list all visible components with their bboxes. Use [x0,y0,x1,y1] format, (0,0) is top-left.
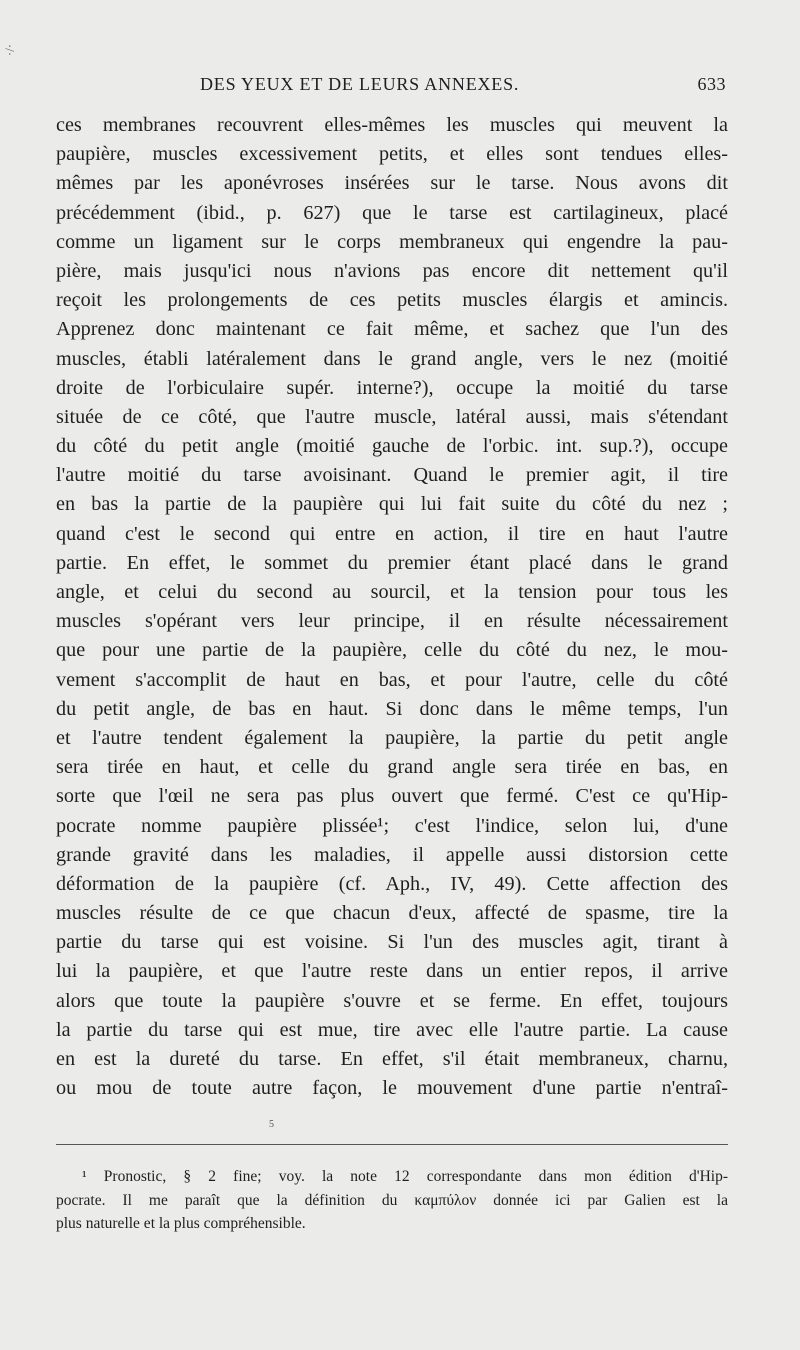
text-line: et l'autre tendent également la paupière, la partie du petit angle [56,726,728,749]
text-line: précédemment (ibid., p. 627) que le tarse est cartilagineux, placé [56,201,728,224]
footnote-line: ¹ Pronostic, § 2 fine; voy. la note 12 correspondante dans mon édition d'Hip- [82,1168,728,1185]
text-line: ou mou de toute autre façon, le mouvement d'une partie n'entraî- [56,1077,728,1100]
text-line: angle, et celui du second au sourcil, et la tension pour tous les [56,581,728,603]
page-number: 633 [697,74,726,94]
text-line: muscles s'opérant vers leur principe, il en résulte nécessairement [56,610,728,633]
text-line: Apprenez donc maintenant ce fait même, et sachez que l'un des [56,318,728,341]
text-line: pière, mais jusqu'ici nous n'avions pas encore dit nettement qu'il [56,259,728,282]
text-line: grande gravité dans les maladies, il appelle aussi distorsion cette [56,843,728,866]
text-line: partie du tarse qui est voisine. Si l'un des muscles agit, tirant à [56,931,728,954]
text-line: vement s'accomplit de haut en bas, et pour l'autre, celle du côté [56,668,728,691]
text-line: la partie du tarse qui est mue, tire avec elle l'autre partie. La cause [56,1018,728,1041]
text-line: ces membranes recouvrent elles-mêmes les muscles qui meuvent la [56,114,728,136]
text-line: située de ce côté, que l'autre muscle, latéral aussi, mais s'étendant [56,405,728,428]
footnote-rule [56,1144,728,1145]
text-line: que pour une partie de la paupière, celle du côté du nez, le mou- [56,639,728,662]
text-line: mêmes par les aponévroses insérées sur le tarse. Nous avons dit [56,172,728,195]
text-line: en bas la partie de la paupière qui lui fait suite du côté du nez ; [56,493,728,516]
running-header [56,74,726,102]
text-line: alors que toute la paupière s'ouvre et se ferme. En effet, toujours [56,989,728,1012]
text-line: lui la paupière, et que l'autre reste dans un entier repos, il arrive [56,960,728,983]
text-line: muscles résulte de ce que chacun d'eux, affecté de spasme, tire la [56,902,728,925]
text-line: droite de l'orbiculaire supér. interne?), occupe la moitié du tarse [56,376,728,399]
text-line: l'autre moitié du tarse avoisinant. Quand le premier agit, il tire [56,464,728,487]
text-line: comme un ligament sur le corps membraneux qui engendre la pau- [56,230,728,253]
printer-mark: 5 [269,1119,274,1130]
body-text [56,111,728,1103]
text-line: reçoit les prolongements de ces petits muscles élargis et amincis. [56,289,728,312]
text-line: déformation de la paupière (cf. Aph., IV, 49). Cette affection des [56,872,728,895]
text-line: partie. En effet, le sommet du premier étant placé dans le grand [56,551,728,574]
text-line: sorte que l'œil ne sera pas plus ouvert que fermé. C'est ce qu'Hip- [56,785,728,808]
running-title: DES YEUX ET DE LEURS ANNEXES. [200,74,520,94]
text-line: quand c'est le second qui entre en action, il tire en haut l'autre [56,522,728,545]
text-line: muscles, établi latéralement dans le grand angle, vers le nez (moitié [56,347,728,370]
margin-mark: ·/· [2,43,18,57]
footnote-line: plus naturelle et la plus compréhensible. [56,1215,306,1232]
text-line: en est la dureté du tarse. En effet, s'il était membraneux, charnu, [56,1048,728,1070]
footnote [56,1165,728,1236]
text-line: du petit angle, de bas en haut. Si donc dans le même temps, l'un [56,697,728,720]
text-line: pocrate nomme paupière plissée¹; c'est l'indice, selon lui, d'une [56,814,728,837]
text-line: paupière, muscles excessivement petits, et elles sont tendues elles- [56,143,728,166]
footnote-line: pocrate. Il me paraît que la définition du καμπύλον donnée ici par Galien est la [56,1191,728,1209]
text-line: sera tirée en haut, et celle du grand angle sera tirée en bas, en [56,756,728,779]
text-line: du côté du petit angle (moitié gauche de l'orbic. int. sup.?), occupe [56,435,728,458]
